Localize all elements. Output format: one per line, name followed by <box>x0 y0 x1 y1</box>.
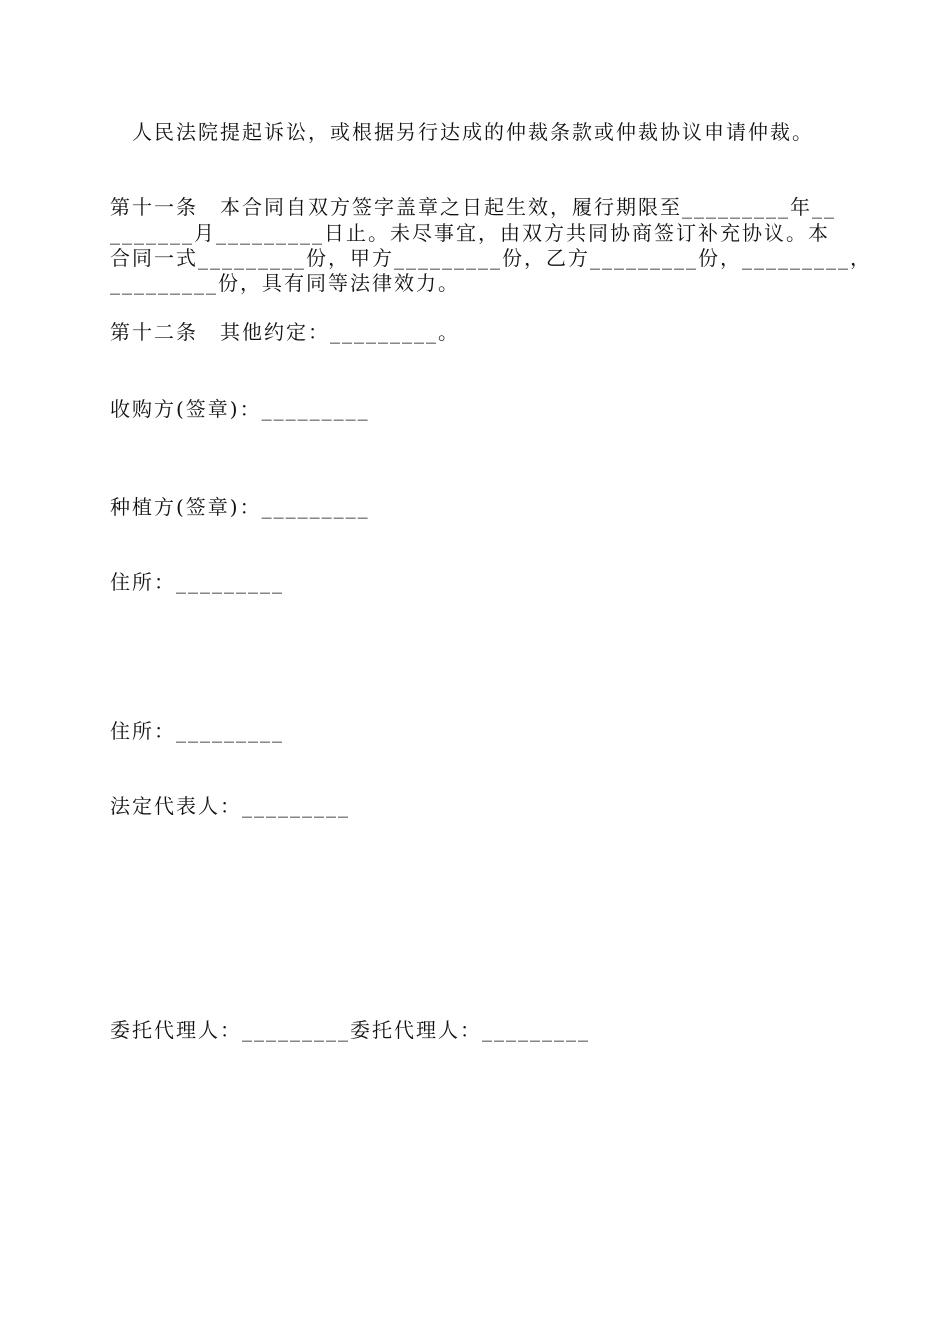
grower-signature-line: 种植方(签章)：_________ <box>110 495 370 519</box>
article11-line4: _________份，具有同等法律效力。 <box>110 271 460 295</box>
article11-line1: 第十一条 本合同自双方签字盖章之日起生效，履行期限至_________年__ <box>110 195 836 219</box>
article11-line2: _______月_________日止。未尽事宜，由双方共同协商签订补充协议。本 <box>110 221 830 245</box>
agents-line: 委托代理人：_________委托代理人：_________ <box>110 1018 590 1042</box>
address-line-2: 住所：_________ <box>110 719 284 743</box>
legal-representative-line: 法定代表人：_________ <box>110 794 350 818</box>
buyer-signature-line: 收购方(签章)：_________ <box>110 397 370 421</box>
address-line-1: 住所：_________ <box>110 570 284 594</box>
article10-continuation: 人民法院提起诉讼，或根据另行达成的仲裁条款或仲裁协议申请仲裁。 <box>132 120 814 144</box>
article11-line3: 合同一式_________份，甲方_________份，乙方_________份，_________， <box>110 246 872 270</box>
article12: 第十二条 其他约定：_________。 <box>110 320 460 344</box>
